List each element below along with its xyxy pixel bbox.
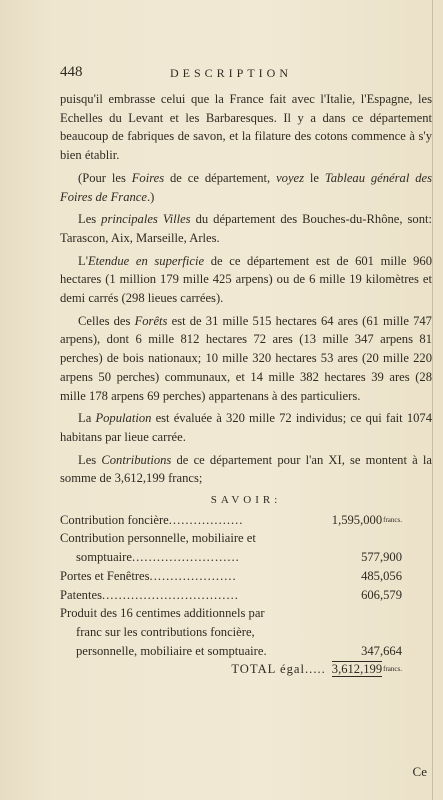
table-row <box>60 567 432 586</box>
paragraph-contributions: Les Contributions de ce département pour l'an XI, se montent à la somme de 3,612,199 francs; <box>60 452 432 486</box>
page-number: 448 <box>60 64 83 80</box>
paragraph-population: La Population est évaluée à 320 mille 72 individus; ce qui fait 1074 habitans par lieue carrée. <box>60 411 433 444</box>
page-body <box>60 90 432 679</box>
paragraph-etendue: L'Etendue en superficie de ce département est de 601 mille 960 hectares (1 million 179 mille 425 arpens) ou de 6 mille 19 kilomètres et demi carrés (298 lieues carrées). <box>60 253 433 306</box>
running-title: DESCRIPTION <box>170 66 293 80</box>
table-row <box>60 623 432 642</box>
row-label: Portes et Fenêtres..................... <box>60 568 237 583</box>
catchword: Ce <box>412 764 427 779</box>
unit-francs: francs. <box>383 515 402 524</box>
row-amount: 577,900 <box>361 550 402 565</box>
paragraph-forets: Celles des Forêts est de 31 mille 515 hectares 64 ares (61 mille 747 arpens), dont 6 mille 812 hectares 72 ares (13 mille 347 arpens 81 perches) de bois nationaux; 10 mille 320 hectares 53 ares (20 mille 220 arpens 50 perches) communaux, et 14 mille 382 hectares 39 ares (28 mille 178 arpens 69 perches) appartenans à des particuliers. <box>60 313 432 403</box>
row-label: Produit des 16 centimes additionnels par <box>60 606 265 621</box>
paragraph-villes: Les principales Villes du département des Bouches-du-Rhône, sont: Tarascon, Aix, Marseille, Arles. <box>60 212 432 245</box>
table-row <box>60 529 432 548</box>
page-edge <box>432 0 433 800</box>
row-label: franc sur les contributions foncière, <box>76 624 255 639</box>
total-label: TOTAL égal..... <box>231 662 326 677</box>
row-amount: 606,579 <box>361 587 402 602</box>
row-amount: 485,056 <box>361 568 402 583</box>
table-row <box>60 548 432 567</box>
paragraph-foires: (Pour les Foires de ce département, voyez le Tableau général des Foires de France.) <box>60 170 432 204</box>
row-label: Contribution personnelle, mobiliaire et <box>60 531 256 546</box>
row-label: Patentes................................. <box>60 587 239 602</box>
paragraph-commerce: puisqu'il embrasse celui que la France fait avec l'Italie, l'Espagne, les Echelles du Levant et les Barbaresques. Il y a dans ce département beaucoup de fabriques de savon, et la filature des cotons commence à s'y bien établir. <box>60 92 432 163</box>
unit-francs: francs. <box>383 665 402 674</box>
contributions-table <box>60 511 432 679</box>
table-row <box>60 642 432 661</box>
total-amount: $3,612,199^{francs.}$ <box>331 662 402 677</box>
table-row <box>60 511 432 530</box>
row-amount: $1,595,000^{francs.}$ <box>331 512 402 527</box>
savoir-heading: SAVOIR: <box>210 494 282 507</box>
row-label: Contribution foncière.................. <box>60 512 244 527</box>
table-row <box>60 604 432 623</box>
row-amount: 347,664 <box>361 643 402 658</box>
table-row <box>60 586 432 605</box>
total-row <box>60 660 432 679</box>
page-header <box>60 64 427 82</box>
row-label: personnelle, mobiliaire et somptuaire. <box>76 643 267 658</box>
row-label: somptuaire.......................... <box>76 550 240 565</box>
